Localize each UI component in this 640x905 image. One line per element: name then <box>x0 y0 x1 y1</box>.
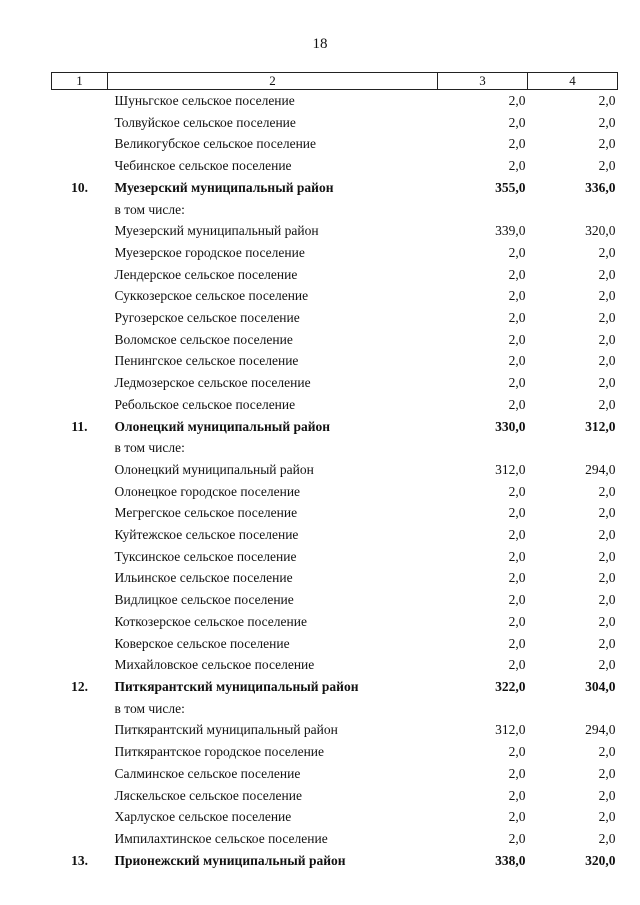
row-value-col4: 2,0 <box>598 353 616 369</box>
table-row <box>52 285 618 307</box>
row-name: Воломское сельское поселение <box>114 331 293 347</box>
row-value-col4: 336,0 <box>585 179 616 195</box>
row-name: Пенингское сельское поселение <box>114 353 299 369</box>
row-value-col3: 2,0 <box>508 93 526 108</box>
row-number <box>52 437 108 459</box>
row-name: Видлицкое сельское поселение <box>114 592 294 608</box>
header-row <box>52 73 618 90</box>
row-number <box>52 481 108 503</box>
row-value-col4: 294,0 <box>585 722 616 738</box>
row-number <box>52 350 108 372</box>
table-row <box>52 437 618 459</box>
row-value-col4: 320,0 <box>585 852 616 868</box>
row-name: Питкярантское городское поселение <box>114 744 325 760</box>
row-value-col3: 2,0 <box>508 331 526 347</box>
row-number <box>52 459 108 481</box>
table-row <box>52 220 618 242</box>
row-number <box>52 546 108 568</box>
row-number <box>52 242 108 264</box>
row-name: Ругозерское сельское поселение <box>114 310 300 326</box>
table-row <box>52 806 618 828</box>
row-value-col4: 2,0 <box>598 548 616 564</box>
row-name: Харлуское сельское поселение <box>114 809 292 825</box>
row-value-col4: 2,0 <box>598 809 616 825</box>
row-value-col3: 2,0 <box>508 830 526 846</box>
row-name: Шуньгское сельское поселение <box>114 93 295 108</box>
row-value-col3: 2,0 <box>508 592 526 608</box>
row-name: Ледмозерское сельское поселение <box>114 375 311 391</box>
row-value-col3: 2,0 <box>508 375 526 391</box>
table-row <box>52 112 618 134</box>
row-value-col3: 2,0 <box>508 787 526 803</box>
row-value-col3: 2,0 <box>508 136 526 152</box>
row-number <box>52 502 108 524</box>
row-value-col4: 2,0 <box>598 527 616 543</box>
table-row <box>52 372 618 394</box>
row-value-col4: 2,0 <box>598 635 616 651</box>
row-value-col4 <box>528 437 618 459</box>
row-name: Толвуйское сельское поселение <box>114 114 296 130</box>
row-name: Импилахтинское сельское поселение <box>114 830 328 846</box>
row-name: Коткозерское сельское поселение <box>114 613 307 629</box>
row-value-col4: 2,0 <box>598 136 616 152</box>
row-name: Салминское сельское поселение <box>114 765 301 781</box>
row-value-col4: 2,0 <box>598 158 616 174</box>
row-value-col3: 2,0 <box>508 809 526 825</box>
row-number <box>52 785 108 807</box>
table-row <box>52 264 618 286</box>
row-number <box>52 567 108 589</box>
row-value-col4: 312,0 <box>585 418 616 434</box>
row-value-col4: 2,0 <box>598 657 616 673</box>
table-row <box>52 155 618 177</box>
row-number <box>52 806 108 828</box>
row-number <box>52 285 108 307</box>
row-value-col4: 2,0 <box>598 570 616 586</box>
district-row <box>52 676 618 698</box>
row-name: в том числе: <box>114 201 185 217</box>
row-value-col3: 330,0 <box>495 418 526 434</box>
table-row <box>52 524 618 546</box>
row-number: 13. <box>71 852 88 868</box>
row-value-col3: 2,0 <box>508 288 526 304</box>
row-number: 11. <box>71 418 88 434</box>
row-value-col4: 2,0 <box>598 592 616 608</box>
table-row <box>52 242 618 264</box>
row-value-col3: 2,0 <box>508 396 526 412</box>
table-row <box>52 394 618 416</box>
table-row <box>52 611 618 633</box>
row-name: Ильинское сельское поселение <box>114 570 293 586</box>
row-name: Олонецкий муниципальный район <box>114 461 314 477</box>
column-header-1: 1 <box>52 73 108 90</box>
row-number <box>52 199 108 221</box>
row-value-col4: 2,0 <box>598 288 616 304</box>
row-name: в том числе: <box>114 440 185 456</box>
row-value-col3: 2,0 <box>508 548 526 564</box>
row-value-col4 <box>528 698 618 720</box>
row-name: Питкярантский муниципальный район <box>114 722 338 738</box>
row-value-col3 <box>438 437 528 459</box>
district-row <box>52 850 618 872</box>
row-name: Лендерское сельское поселение <box>114 266 298 282</box>
row-number <box>52 763 108 785</box>
row-name: Великогубское сельское поселение <box>114 136 317 152</box>
row-number: 10. <box>71 179 88 195</box>
row-value-col3: 2,0 <box>508 266 526 282</box>
row-value-col3: 2,0 <box>508 114 526 130</box>
table-row <box>52 90 618 112</box>
row-number <box>52 698 108 720</box>
table-row <box>52 763 618 785</box>
row-number <box>52 633 108 655</box>
row-value-col3 <box>438 199 528 221</box>
row-value-col4: 2,0 <box>598 787 616 803</box>
row-number <box>52 719 108 741</box>
row-number <box>52 220 108 242</box>
table-row <box>52 502 618 524</box>
row-value-col3: 2,0 <box>508 505 526 521</box>
row-number <box>52 133 108 155</box>
row-name: Питкярантский муниципальный район <box>114 678 359 694</box>
table-row <box>52 633 618 655</box>
row-value-col4 <box>528 199 618 221</box>
row-value-col4: 2,0 <box>598 244 616 260</box>
row-name: Ляскельское сельское поселение <box>114 787 302 803</box>
row-name: в том числе: <box>114 700 185 716</box>
row-value-col4: 304,0 <box>585 678 616 694</box>
row-number <box>52 90 108 112</box>
row-number <box>52 329 108 351</box>
row-value-col4: 2,0 <box>598 830 616 846</box>
row-value-col3: 2,0 <box>508 765 526 781</box>
row-number <box>52 828 108 850</box>
row-value-col3 <box>438 698 528 720</box>
row-name: Куйтежское сельское поселение <box>114 527 299 543</box>
table-row <box>52 459 618 481</box>
row-name: Суккозерское сельское поселение <box>114 288 309 304</box>
row-value-col4: 2,0 <box>598 93 616 108</box>
row-number <box>52 372 108 394</box>
district-row <box>52 416 618 438</box>
row-value-col4: 2,0 <box>598 331 616 347</box>
row-value-col3: 2,0 <box>508 635 526 651</box>
table-row <box>52 199 618 221</box>
row-value-col4: 2,0 <box>598 266 616 282</box>
row-name: Олонецкий муниципальный район <box>114 418 331 434</box>
table-row <box>52 307 618 329</box>
row-value-col4: 2,0 <box>598 505 616 521</box>
row-value-col4: 2,0 <box>598 765 616 781</box>
table-row <box>52 741 618 763</box>
table-row <box>52 546 618 568</box>
row-value-col3: 2,0 <box>508 744 526 760</box>
row-value-col3: 2,0 <box>508 244 526 260</box>
table-row <box>52 698 618 720</box>
row-name: Мегрегское сельское поселение <box>114 505 298 521</box>
row-value-col3: 2,0 <box>508 310 526 326</box>
row-value-col4: 320,0 <box>585 223 616 239</box>
column-header-2: 2 <box>108 73 438 90</box>
row-value-col3: 339,0 <box>495 223 526 239</box>
row-number <box>52 264 108 286</box>
column-header-3: 3 <box>438 73 528 90</box>
page-number: 18 <box>312 36 328 52</box>
row-number: 12. <box>71 678 88 694</box>
row-value-col3: 312,0 <box>495 722 526 738</box>
table-row <box>52 719 618 741</box>
row-value-col4: 2,0 <box>598 310 616 326</box>
district-row <box>52 177 618 199</box>
table-row <box>52 785 618 807</box>
row-value-col3: 312,0 <box>495 461 526 477</box>
row-number <box>52 611 108 633</box>
row-value-col4: 2,0 <box>598 613 616 629</box>
row-number <box>52 589 108 611</box>
row-name: Михайловское сельское поселение <box>114 657 315 673</box>
table-row <box>52 133 618 155</box>
row-name: Муезерское городское поселение <box>114 244 305 260</box>
row-value-col3: 2,0 <box>508 570 526 586</box>
table-row <box>52 828 618 850</box>
row-value-col4: 2,0 <box>598 375 616 391</box>
row-value-col4: 2,0 <box>598 114 616 130</box>
row-number <box>52 524 108 546</box>
row-value-col4: 294,0 <box>585 461 616 477</box>
table-body <box>52 90 618 872</box>
row-name: Олонецкое городское поселение <box>114 483 301 499</box>
row-number <box>52 155 108 177</box>
row-name: Прионежский муниципальный район <box>114 852 346 868</box>
table-row <box>52 589 618 611</box>
row-name: Чебинское сельское поселение <box>114 158 292 174</box>
row-name: Ребольское сельское поселение <box>114 396 296 412</box>
row-number <box>52 741 108 763</box>
row-number <box>52 112 108 134</box>
table-header <box>52 73 618 90</box>
row-name: Коверское сельское поселение <box>114 635 290 651</box>
row-name: Туксинское сельское поселение <box>114 548 297 564</box>
row-value-col3: 2,0 <box>508 483 526 499</box>
row-value-col4: 2,0 <box>598 396 616 412</box>
row-value-col3: 355,0 <box>495 179 526 195</box>
row-value-col4: 2,0 <box>598 744 616 760</box>
allocation-table <box>51 72 618 871</box>
row-number <box>52 654 108 676</box>
row-value-col3: 322,0 <box>495 678 526 694</box>
row-value-col3: 338,0 <box>495 852 526 868</box>
row-number <box>52 307 108 329</box>
row-name: Муезерский муниципальный район <box>114 223 319 239</box>
row-value-col3: 2,0 <box>508 527 526 543</box>
table-row <box>52 350 618 372</box>
table-row <box>52 329 618 351</box>
row-value-col3: 2,0 <box>508 353 526 369</box>
row-value-col4: 2,0 <box>598 483 616 499</box>
row-name: Муезерский муниципальный район <box>114 179 334 195</box>
column-header-4: 4 <box>528 73 618 90</box>
row-value-col3: 2,0 <box>508 657 526 673</box>
table-row <box>52 654 618 676</box>
row-number <box>52 394 108 416</box>
row-value-col3: 2,0 <box>508 613 526 629</box>
table-row <box>52 567 618 589</box>
table-row <box>52 481 618 503</box>
row-value-col3: 2,0 <box>508 158 526 174</box>
